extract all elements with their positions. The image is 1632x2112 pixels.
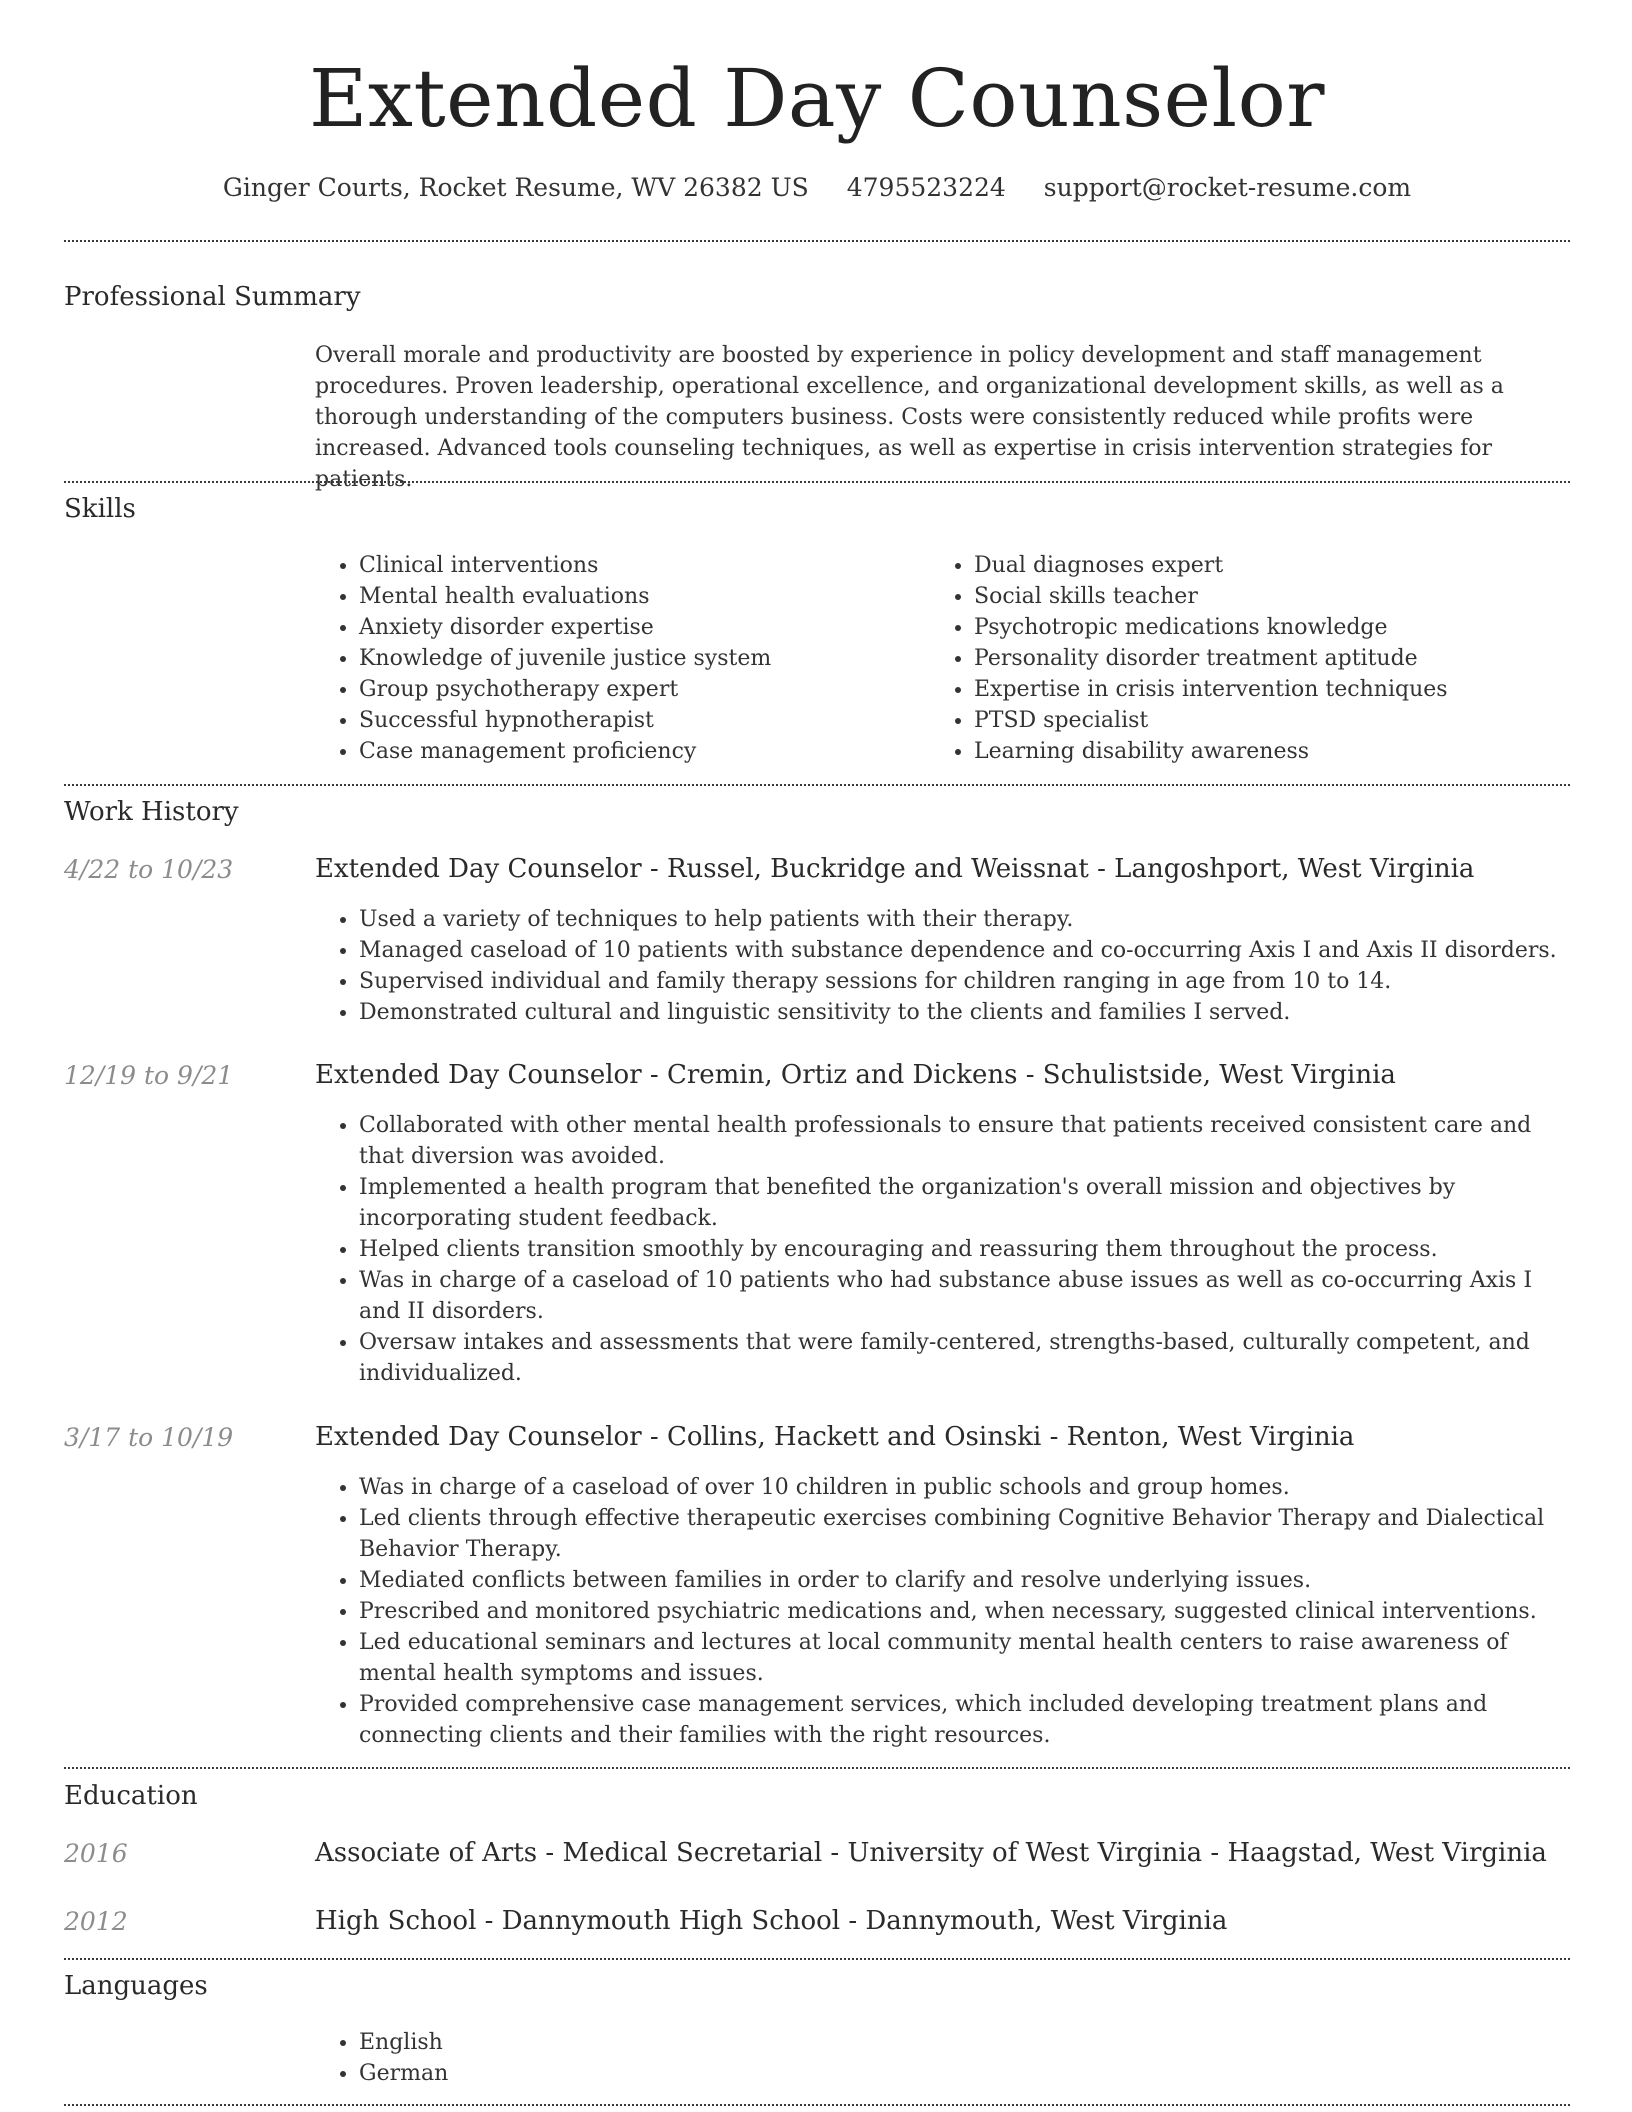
- job-bullet: • Mediated conflicts between families in order to clarify and resolve underlying issues.: [359, 1565, 1570, 1596]
- section-divider: [64, 240, 1570, 242]
- job-bullet: • Implemented a health program that benefited the organization's overall mission and objectives by incorporating student feedback.: [359, 1172, 1570, 1234]
- section-divider: [64, 1958, 1570, 1960]
- job-bullets: [315, 904, 1570, 1028]
- job-heading: Extended Day Counselor - Cremin, Ortiz and Dickens - Schulistside, West Virginia: [315, 1060, 1396, 1090]
- job-heading: Extended Day Counselor - Russel, Buckridge and Weissnat - Langoshport, West Virginia: [315, 854, 1475, 884]
- skill-item: • Dual diagnoses expert: [974, 550, 1530, 581]
- skill-item: • Social skills teacher: [974, 581, 1530, 612]
- job-bullets: [315, 1472, 1570, 1751]
- education-entry: High School - Dannymouth High School - Dannymouth, West Virginia: [315, 1906, 1228, 1936]
- job-dates: 3/17 to 10/19: [64, 1423, 234, 1452]
- summary-text-block: [315, 340, 1565, 495]
- languages-list: [315, 2027, 1570, 2089]
- resume-page: [64, 0, 1570, 2086]
- job-bullet: • Supervised individual and family therapy sessions for children ranging in age from 10 to 14.: [359, 966, 1570, 997]
- skill-item: • Psychotropic medications knowledge: [974, 612, 1530, 643]
- section-divider: [64, 784, 1570, 786]
- job-dates: 12/19 to 9/21: [64, 1061, 234, 1090]
- language-item: • English: [359, 2027, 1570, 2058]
- education-entry: Associate of Arts - Medical Secretarial - University of West Virginia - Haagstad, West Virginia: [315, 1838, 1547, 1868]
- section-divider: [64, 481, 1570, 483]
- skill-item: • Case management proficiency: [359, 736, 915, 767]
- job-bullet: • Led clients through effective therapeutic exercises combining Cognitive Behavior Therapy and Dialectical Behavior Therapy.: [359, 1503, 1570, 1565]
- job-dates: 4/22 to 10/23: [64, 855, 234, 884]
- summary-heading: Professional Summary: [64, 282, 361, 312]
- skill-item: • Personality disorder treatment aptitude: [974, 643, 1530, 674]
- job-bullet: • Used a variety of techniques to help patients with their therapy.: [359, 904, 1570, 935]
- education-year: 2012: [64, 1907, 128, 1936]
- job-bullet: • Oversaw intakes and assessments that were family-centered, strengths-based, culturally competent, and individualized.: [359, 1327, 1570, 1389]
- education-heading: Education: [64, 1781, 198, 1811]
- skill-item: • Anxiety disorder expertise: [359, 612, 915, 643]
- job-bullet: • Led educational seminars and lectures at local community mental health centers to raise awareness of mental health symptoms and issues.: [359, 1627, 1570, 1689]
- contact-phone: 4795523224: [846, 173, 1006, 202]
- summary-text: Overall morale and productivity are boosted by experience in policy development and staff management procedures. Proven leadership, operational excellence, and organizational development skills, as well as a thorough understanding of the computers business. Costs were consistently reduced while profits were increased. Advanced tools counseling techniques, as well as expertise in crisis intervention strategies for patients.: [315, 343, 1504, 492]
- skills-list-left: [315, 550, 915, 767]
- skill-item: • Group psychotherapy expert: [359, 674, 915, 705]
- contact-line: [64, 170, 1570, 206]
- skill-item: • Expertise in crisis intervention techniques: [974, 674, 1530, 705]
- job-bullet: • Collaborated with other mental health professionals to ensure that patients received consistent care and that diversion was avoided.: [359, 1110, 1570, 1172]
- job-bullet: • Prescribed and monitored psychiatric medications and, when necessary, suggested clinical interventions.: [359, 1596, 1570, 1627]
- contact-email: support@rocket-resume.com: [1043, 173, 1412, 202]
- job-bullet: • Demonstrated cultural and linguistic sensitivity to the clients and families I served.: [359, 997, 1570, 1028]
- job-bullets: [315, 1110, 1570, 1389]
- contact-address: Ginger Courts, Rocket Resume, WV 26382 US: [222, 173, 809, 202]
- section-divider: [64, 1767, 1570, 1769]
- section-divider: [64, 2104, 1570, 2106]
- skill-item: • Successful hypnotherapist: [359, 705, 915, 736]
- skill-item: • PTSD specialist: [974, 705, 1530, 736]
- skill-item: • Knowledge of juvenile justice system: [359, 643, 915, 674]
- job-bullet: • Was in charge of a caseload of over 10 children in public schools and group homes.: [359, 1472, 1570, 1503]
- skill-item: • Clinical interventions: [359, 550, 915, 581]
- job-bullet: • Provided comprehensive case management services, which included developing treatment plans and connecting clients and their families with the right resources.: [359, 1689, 1570, 1751]
- job-heading: Extended Day Counselor - Collins, Hackett and Osinski - Renton, West Virginia: [315, 1422, 1355, 1452]
- skills-heading: Skills: [64, 494, 136, 524]
- education-year: 2016: [64, 1839, 128, 1868]
- resume-name: Extended Day Counselor: [309, 52, 1325, 145]
- skill-item: • Mental health evaluations: [359, 581, 915, 612]
- language-item: • German: [359, 2058, 1570, 2089]
- skills-list-right: [930, 550, 1530, 767]
- skill-item: • Learning disability awareness: [974, 736, 1530, 767]
- job-bullet: • Managed caseload of 10 patients with substance dependence and co-occurring Axis I and Axis II disorders.: [359, 935, 1570, 966]
- job-bullet: • Was in charge of a caseload of 10 patients who had substance abuse issues as well as co-occurring Axis I and II disorders.: [359, 1265, 1570, 1327]
- languages-heading: Languages: [64, 1971, 208, 2001]
- work-history-heading: Work History: [64, 797, 239, 827]
- job-bullet: • Helped clients transition smoothly by encouraging and reassuring them throughout the process.: [359, 1234, 1570, 1265]
